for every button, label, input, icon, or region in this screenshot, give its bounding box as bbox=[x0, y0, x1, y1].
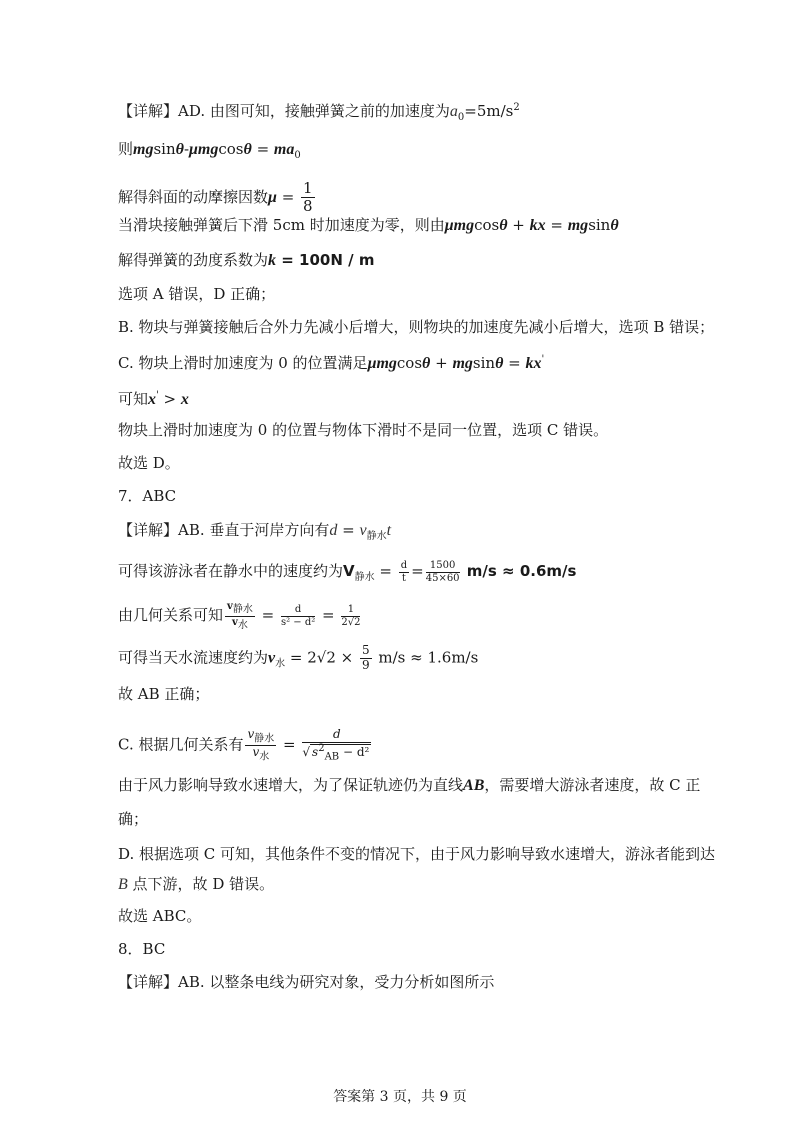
line-geometry-ratio: 由几何关系可知 $\frac{v_{静水}}{v_水}$ = $\frac{d}{\text{s² − d²}}$ = $\frac{1}{2√2}$ bbox=[118, 601, 361, 631]
page-footer: 答案第 3 页，共 9 页 bbox=[333, 1089, 467, 1105]
fraction: $\frac{d}{t}$ bbox=[400, 560, 408, 584]
fraction: $\frac{d}{\text{s² − d²}}$ bbox=[280, 604, 316, 628]
line-spring-equilibrium: 当滑块接触弹簧后下滑 5cm 时加速度为零，则由μmgcosθ + kx = mgsinθ bbox=[118, 216, 619, 234]
line-force-equation: 则$mgsin\theta-\mu mgcos\theta = ma_0$ bbox=[118, 140, 301, 161]
line-perpendicular: 【详解】AB. 垂直于河岸方向有$d = v_{静水}t$ bbox=[118, 521, 392, 542]
line-option-b: B. 物块与弹簧接触后合外力先减小后增大，则物块的加速度先减小后增大，选项 B 错误； bbox=[118, 318, 715, 336]
line-water-speed: 可得当天水流速度约为$v_水 = 2√2$ × $\frac{5}{9}$ m/s ≈ 1.6m/s bbox=[118, 643, 479, 672]
line-option-d: D. 根据选项 C 可知，其他条件不变的情况下，由于风力影响导致水速增大，游泳者能到达 bbox=[118, 845, 716, 863]
line-answer-abc: 故选 ABC。 bbox=[118, 907, 202, 925]
line-option-c: C. 物块上滑时加速度为 0 的位置满足μmgcosθ + mgsinθ = kx' bbox=[118, 354, 545, 372]
fraction: $\frac{d}{√ s^2_{AB} - d^2}$ bbox=[302, 727, 370, 763]
line-wire-analysis: 【详解】AB. 以整条电线为研究对象，受力分析如图所示 bbox=[118, 973, 495, 991]
line-ad-acceleration: 【详解】AD. 由图可知，接触弹簧之前的加速度为$a_0=5m/s^2$ bbox=[118, 102, 520, 123]
line-option-d-continuation: B 点下游，故 D 错误。 bbox=[118, 875, 275, 893]
line-correct-continuation: 确； bbox=[118, 810, 149, 828]
line-spring-constant: 解得弹簧的劲度系数为k = 100N / m bbox=[118, 251, 375, 269]
question-7-answer: 7．ABC bbox=[118, 487, 177, 505]
fraction: $\frac{1}{2√2}$ bbox=[341, 604, 361, 628]
line-answer-d: 故选 D。 bbox=[118, 454, 180, 472]
line-conclusion-c: 物块上滑时加速度为 0 的位置与物体下滑时不是同一位置，选项 C 错误。 bbox=[118, 421, 609, 439]
line-wind-effect: 由于风力影响导致水速增大，为了保证轨迹仍为直线AB，需要增大游泳者速度，故 C 正 bbox=[118, 776, 701, 794]
fraction: $\frac{1}{8}$ bbox=[303, 179, 313, 216]
question-8-answer: 8．BC bbox=[118, 940, 166, 958]
fraction: $\frac{1500}{45\times 60}$ bbox=[425, 560, 460, 584]
line-friction-coefficient: 解得斜面的动摩擦因数μ = $\frac{1}{8}$ bbox=[118, 179, 313, 216]
line-option-c-geometry: C. 根据几何关系有 $\frac{v_{静水}}{v_水}$ = $\frac{d}{√ s^2_{AB} - d^2}$ bbox=[118, 727, 370, 763]
line-swimmer-speed: 可得该游泳者在静水中的速度约为$V_{静水}$ = $\frac{d}{t}$ = $\frac{1500}{45\times 60}$ m/s ≈ 0.6m/s bbox=[118, 560, 577, 584]
line-x-compare: 可知x' > x bbox=[118, 390, 189, 408]
line-ab-correct: 故 AB 正确； bbox=[118, 685, 210, 703]
fraction: $\frac{v_{静水}}{v_水}$ bbox=[227, 601, 253, 631]
line-option-a-d: 选项 A 错误，D 正确； bbox=[118, 285, 276, 303]
fraction: $\frac{v_{静水}}{v_水}$ bbox=[247, 727, 275, 763]
fraction: $\frac{5}{9}$ bbox=[361, 643, 370, 672]
